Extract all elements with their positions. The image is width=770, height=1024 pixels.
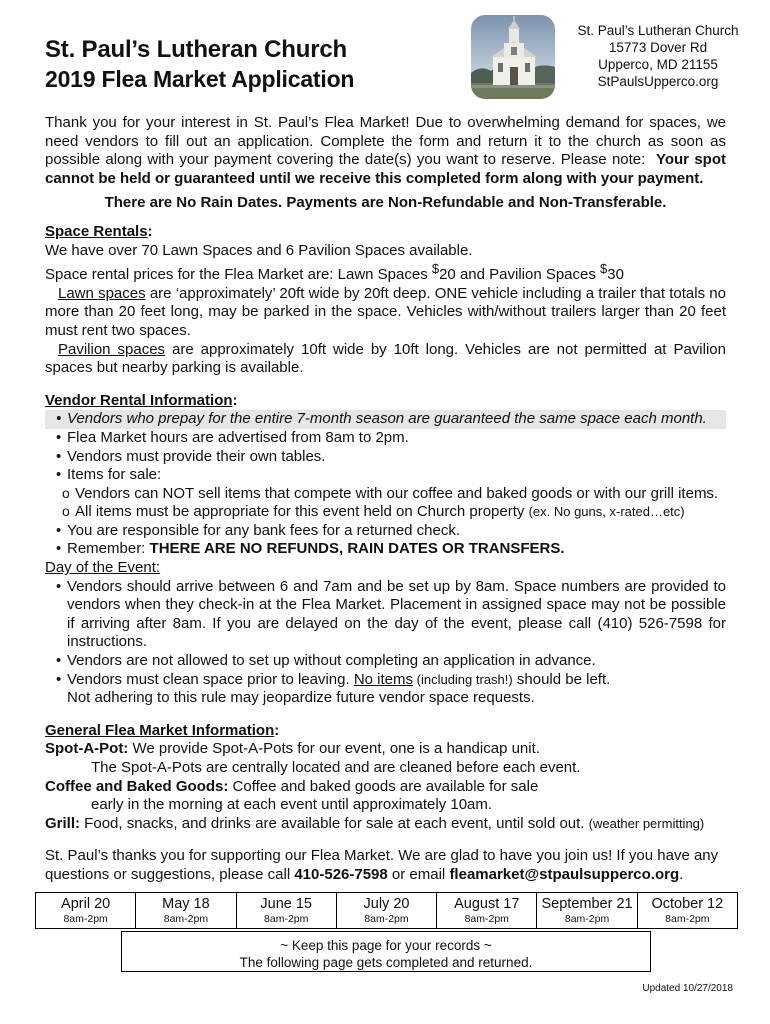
list-item [45, 671, 726, 690]
church-logo-image [471, 15, 555, 99]
records-notice-line2: The following page gets completed and returned. [239, 955, 533, 970]
coffee-label: Coffee and Baked Goods: [45, 777, 229, 795]
vendor-info-heading [45, 392, 726, 411]
vendor-info-list [45, 410, 726, 559]
space-rentals-heading-text: Space Rentals [45, 222, 148, 240]
address-church-name: St. Paul’s Lutheran Church [577, 23, 739, 38]
intro-text: Thank you for your interest in St. Paul’s Flea Market! Due to overwhelming demand for spaces, we need vendors to fill out an application. Complete the form and return it to the church as soon as possible along with your payment covering the date(s) you want to reserve. Please note: [45, 114, 726, 169]
date-name: October 12 [651, 896, 724, 912]
page-title: St. Paul’s Lutheran Church [45, 36, 347, 63]
general-info-heading-colon: : [274, 721, 280, 739]
space-count-line: We have over 70 Lawn Spaces and 6 Pavilion Spaces available. [45, 241, 473, 259]
date-name: June 15 [260, 896, 312, 912]
remember-label: Remember: [67, 540, 150, 558]
date-name: April 20 [61, 896, 111, 912]
thanks-paragraph [45, 847, 726, 884]
price-text-a: Space rental prices for the Flea Market are: Lawn Spaces [45, 266, 432, 284]
date-time: 8am-2pm [264, 913, 309, 925]
list-item: • You are responsible for any bank fees for a returned check. [45, 522, 726, 541]
grill-label: Grill: [45, 814, 81, 832]
no-items-text: No items [353, 670, 414, 688]
space-rentals-heading-colon: : [147, 222, 153, 240]
date-time: 8am-2pm [63, 913, 108, 925]
pavilion-spaces-text: are approximately 10ft wide by 10ft long. Vehicles are not permitted at Pavilion spaces but nearby parking is available. [45, 340, 726, 377]
vendor-info-heading-text: Vendor Rental Information [45, 391, 233, 409]
intro-bold-note: Your spot cannot be held or guaranteed until we receive this completed form along with your payment. [45, 151, 726, 187]
date-cell [638, 893, 737, 928]
grill-line [45, 815, 726, 834]
address-city: Upperco, MD 21155 [598, 57, 718, 72]
no-rain-notice: There are No Rain Dates. Payments are Non-Refundable and Non-Transferable. [104, 194, 667, 212]
list-item: • Vendors should arrive between 6 and 7am and be set up by 8am. Space numbers are provided to vendors when they check-in at the Flea Market. Placement in assigned space may not be possible if arriving after 8am. If you are delayed on the day of the event, please call (410) 526-7598 for instructions. [45, 578, 726, 652]
church-address-block [560, 22, 756, 90]
list-item: • Flea Market hours are advertised from 8am to 2pm. [45, 429, 726, 448]
sub-list-item: o Vendors can NOT sell items that compete with our coffee and baked goods or with our grill items. [45, 485, 726, 504]
space-rentals-heading [45, 223, 726, 242]
grill-text: Food, snacks, and drinks are available for sale at each event, until sold out. [80, 814, 589, 832]
date-time: 8am-2pm [464, 913, 509, 925]
records-notice-box [121, 931, 651, 972]
date-cell [537, 893, 637, 928]
coffee-line [45, 778, 726, 797]
day-of-event-heading: Day of the Event: [45, 559, 161, 577]
thanks-text-or: or email [387, 865, 450, 883]
thanks-text-end: . [679, 865, 684, 883]
including-trash-note: (including trash!) [413, 671, 513, 687]
thanks-text: St. Paul’s thanks you for supporting our Flea Market. We are glad to have you join us! If you have any questions or suggestions, please call [45, 847, 719, 883]
spot-a-pot-text: We provide Spot-A-Pots for our event, one is a handicap unit. [128, 740, 540, 758]
date-cell [36, 893, 136, 928]
clean-space-text: Vendors must clean space prior to leaving. [67, 670, 354, 688]
list-item [45, 540, 726, 559]
address-street: 15773 Dover Rd [608, 40, 708, 55]
price-text-b: and Pavilion Spaces [455, 266, 601, 284]
updated-date: Updated 10/27/2018 [642, 983, 733, 994]
remember-text: THERE ARE NO REFUNDS, RAIN DATES OR TRANSFERS. [149, 540, 565, 558]
date-time: 8am-2pm [564, 913, 610, 925]
date-time: 8am-2pm [665, 913, 710, 925]
list-item: • Vendors must provide their own tables. [45, 448, 726, 467]
day-of-event-list [45, 578, 726, 708]
event-dates-table [35, 892, 738, 929]
contact-email: fleamarket@stpaulsupperco.org [449, 865, 680, 883]
list-item: • Items for sale: [45, 466, 726, 485]
sub-item-text: All items must be appropriate for this event held on Church property [75, 503, 529, 521]
pavilion-price-symbol: $ [600, 261, 608, 277]
coffee-text: Coffee and baked goods are available for sale [228, 777, 539, 795]
list-item: • Vendors are not allowed to set up without completing an application in advance. [45, 652, 726, 671]
pavilion-spaces-paragraph [45, 341, 726, 378]
space-price-line [45, 260, 726, 285]
date-name: July 20 [363, 896, 410, 912]
date-cell [136, 893, 236, 928]
pavilion-spaces-label: Pavilion spaces [58, 340, 166, 358]
date-cell [437, 893, 537, 928]
vendor-info-heading-colon: : [232, 391, 238, 409]
clean-space-text-end: should be left. [512, 670, 611, 688]
spot-a-pot-label: Spot-A-Pot: [45, 740, 129, 758]
pavilion-price: 30 [607, 266, 624, 284]
lawn-spaces-text: are ‘approximately’ 20ft wide by 20ft deep. ONE vehicle including a trailer that totals no more than 20 feet long, may be parked in the space. Vehicles with/without trailers larger than 20 feet must rent two spaces. [45, 284, 726, 339]
list-item-continuation: Not adhering to this rule may jeopardize future vendor space requests. [67, 689, 535, 707]
contact-phone: 410-526-7598 [294, 865, 388, 883]
date-name: August 17 [454, 896, 520, 912]
date-name: September 21 [541, 896, 633, 912]
date-cell [337, 893, 437, 928]
coffee-line2: early in the morning at each event until approximately 10am. [91, 796, 493, 814]
date-cell [237, 893, 337, 928]
sub-list-item [45, 503, 726, 522]
general-info-heading-text: General Flea Market Information [45, 721, 275, 739]
lawn-price: 20 [439, 266, 456, 284]
date-time: 8am-2pm [163, 913, 209, 925]
date-time: 8am-2pm [364, 913, 409, 925]
grill-note: (weather permitting) [588, 815, 705, 831]
intro-paragraph [45, 114, 726, 188]
records-notice-line1: ~ Keep this page for your records ~ [280, 938, 492, 953]
general-info-heading [45, 722, 726, 741]
address-website: StPaulsUpperco.org [597, 74, 719, 89]
list-item: • Vendors who prepay for the entire 7-month season are guaranteed the same space each month. [45, 410, 726, 429]
document-body [45, 114, 726, 885]
page-subtitle: 2019 Flea Market Application [45, 66, 355, 92]
date-name: May 18 [162, 896, 210, 912]
lawn-price-symbol: $ [431, 261, 440, 277]
lawn-spaces-label: Lawn spaces [58, 284, 146, 302]
spot-a-pot-line [45, 740, 726, 759]
spot-a-pot-line2: The Spot-A-Pots are centrally located and are cleaned before each event. [91, 759, 581, 776]
lawn-spaces-paragraph [45, 285, 726, 341]
sub-item-note: (ex. No guns, x-rated…etc) [528, 504, 685, 520]
